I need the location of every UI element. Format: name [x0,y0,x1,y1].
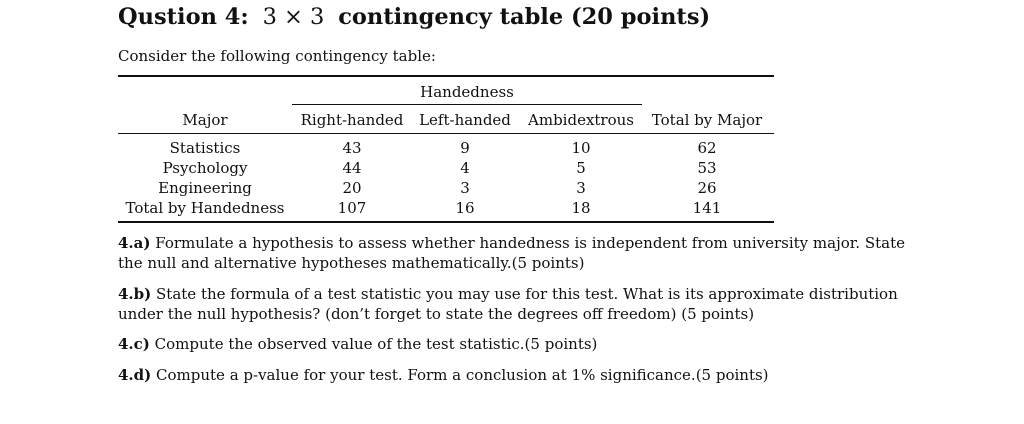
row-label: Psychology [162,159,248,177]
question-text: Compute a p-value for your test. Form a conclusion at 1% significance.(5 points) [156,366,769,384]
question-4c [118,334,918,354]
row-label: Statistics [169,139,241,157]
group-header: Handedness [420,83,514,101]
question-title-label: Qustion 4: [118,4,249,30]
table-cell: 4 [460,159,470,177]
question-title-expression: 3 × 3 [262,4,325,30]
column-header: Total by Major [651,111,763,129]
table-cell: 53 [697,159,717,177]
column-header: Left-handed [419,111,511,129]
question-4d [118,365,918,385]
table-cell: 141 [692,199,722,217]
question-4b [118,284,918,324]
table-cell: 3 [460,179,470,197]
question-label: 4.c) [118,335,150,353]
table-cell: 20 [342,179,362,197]
table-bottom-rule [118,221,774,223]
table-cell: 62 [697,139,717,157]
table-cell: 9 [460,139,470,157]
question-text: Compute the observed value of the test statistic.(5 points) [154,335,598,353]
column-header: Major [182,111,228,129]
table-cell: 5 [576,159,586,177]
table-cell: 3 [576,179,586,197]
question-label: 4.b) [118,285,152,303]
table-cell: 44 [342,159,362,177]
question-text: State the formula of a test statistic you may use for this test. What is its approximate distribution under the null hypothesis? (don’t forget to state the degrees off freedom) (5 points) [118,285,898,323]
row-label: Total by Handedness [125,199,285,217]
intro-text: Consider the following contingency table: [118,47,436,65]
table-cell: 43 [342,139,362,157]
question-4a [118,233,918,273]
row-label: Engineering [158,179,252,197]
question-label: 4.a) [118,234,151,252]
header-bottom-rule [118,133,774,134]
column-header: Right-handed [300,111,404,129]
table-cell: 107 [337,199,367,217]
column-header: Ambidextrous [528,111,634,129]
group-header-rule [292,104,642,105]
question-title-text: contingency table (20 points) [338,4,711,30]
table-cell: 16 [455,199,475,217]
question-label: 4.d) [118,366,152,384]
table-cell: 18 [571,199,591,217]
table-cell: 10 [571,139,591,157]
question-title [118,4,710,30]
table-cell: 26 [697,179,717,197]
table-top-rule [118,75,774,77]
question-text: Formulate a hypothesis to assess whether handedness is independent from university major. State the null and alternative hypotheses mathematically.(5 points) [118,234,905,272]
